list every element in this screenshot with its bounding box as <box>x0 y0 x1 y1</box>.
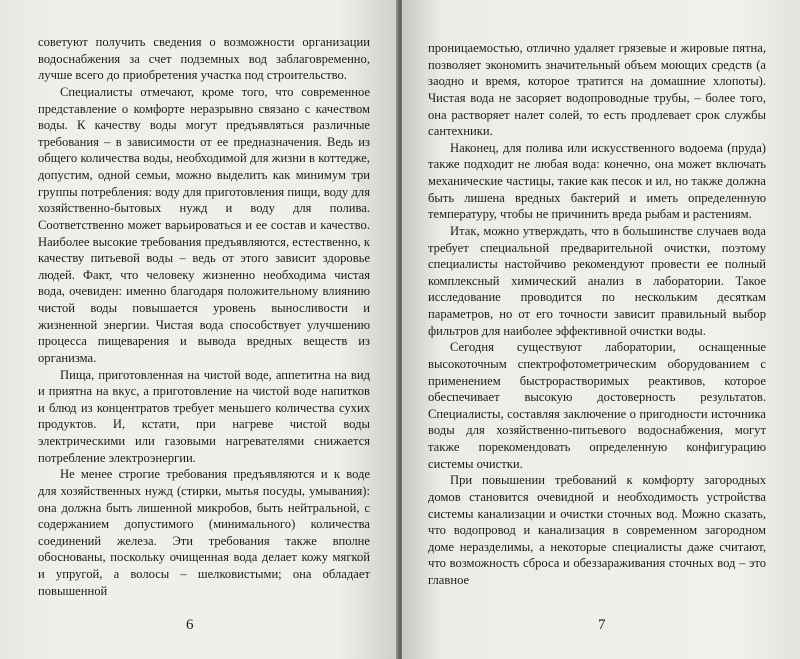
paragraph: Сегодня существуют лаборатории, оснащенные высокоточным спектрофотометрическим оборудованием с применением быстрорастворимых реактивов, которое обеспечивает высокую достоверность результатов. Специалисты, составляя заключение о пригодности источника воды для хозяйственно-питьевого водоснабжения, могут также порекомендовать определенную конфигурацию системы очистки. <box>428 340 766 471</box>
paragraph: Пища, приготовленная на чистой воде, аппетитна на вид и приятна на вкус, а приготовление на чистой воде напитков и блюд из концентратов требует меньшего количества сухих продуктов. И, кстати, при нагреве чистой воды электрическими или газовыми нагревателями снижается потребление электроэнергии. <box>38 367 370 465</box>
right-page <box>402 0 800 659</box>
left-page <box>0 0 398 659</box>
page-number: 6 <box>186 617 194 633</box>
paragraph: Итак, можно утверждать, что в большинстве случаев вода требует специальной предварительной очистки, поэтому специалисты настойчиво рекомендуют провести ее полный комплексный химический анализ в лаборатории. Такое исследование проводится по нескольким десяткам параметров, но от его точности зависит правильный выбор фильтров для наиболее эффективной очистки воды. <box>428 223 766 338</box>
paragraph: Специалисты отмечают, кроме того, что современное представление о комфорте неразрывно связано с качеством воды. К качеству воды могут предъявляться различные требования – в зависимости от ее предназначения. Ведь из общего количества воды, необходимой для жизни в коттедже, допустим, одной семьи, можно выделить как минимум три группы потребления: воду для приготовления пищи, воду для хозяйственно-бытовых нужд и воду для полива. Соответственно может варьироваться и ее состав и качество. Наиболее высокие требования предъявляются, естественно, к качеству питьевой воды – ведь от этого зависит здоровье людей. Факт, что человеку жизненно необходима чистая вода, очевиден: именно благодаря положительному влиянию чистой воды повышается уровень выносливости и жизненной энергии. Чистая вода способствует улучшению процесса пищеварения и вывода вредных веществ из организма. <box>38 84 370 365</box>
paragraph: проницаемостью, отлично удаляет грязевые и жировые пятна, позволяет экономить значительный объем моющих средств (а заодно и время, которое тратится на домашние хлопоты). Чистая вода не засоряет водопроводные трубы, – более того, она растворяет налет солей, то есть продлевает срок службы сантехники. <box>428 41 766 139</box>
paragraph: При повышении требований к комфорту загородных домов становится очевидной и необходимость устройства системы канализации и очистки сточных вод. Можно сказать, что водопровод и канализация в современном загородном доме неразделимы, а некоторые специалисты даже считают, что возможность сброса и обеззараживания сточных вод – это главное <box>428 473 766 587</box>
paragraph: советуют получить сведения о возможности организации водоснабжения за счет подземных вод заблаговременно, лучше всего до приобретения участка под строительство. <box>38 35 370 83</box>
page-number: 7 <box>598 617 606 633</box>
paragraph: Не менее строгие требования предъявляются и к воде для хозяйственных нужд (стирки, мытья посуды, умывания): она должна быть лишенной микробов, быть нейтральной, с содержанием допустимого (минимального) количества соединений железа. Эти требования также вполне обоснованы, поскольку очищенная вода делает кожу мягкой и упругой, а волосы – шелковистыми; она обладает повышенной <box>38 467 370 598</box>
left-page-text <box>38 34 370 599</box>
paragraph: Наконец, для полива или искусственного водоема (пруда) также подходит не любая вода: конечно, она может включать механические частицы, такие как песок и ил, но также должна быть лишена вредных бактерий и иметь определенную температуру, чтобы не причинить вреда рыбам и растениям. <box>428 140 766 222</box>
right-page-text <box>428 40 766 589</box>
